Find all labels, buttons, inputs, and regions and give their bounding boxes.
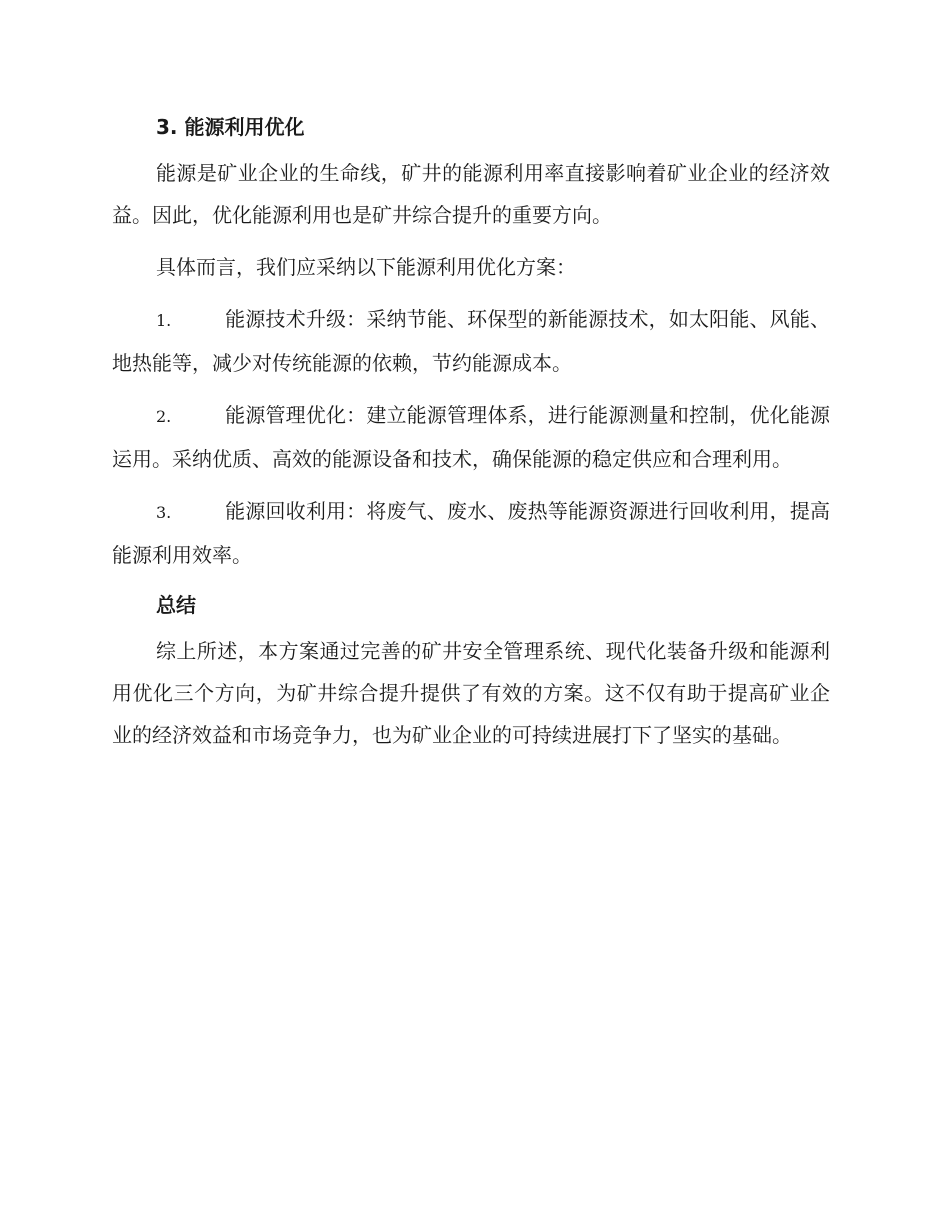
paragraph: 能源是矿业企业的生命线，矿井的能源利用率直接影响着矿业企业的经济效益。因此，优化能源利用也是矿井综合提升的重要方向。 xyxy=(112,161,830,227)
paragraph: 具体而言，我们应采纳以下能源利用优化方案： xyxy=(156,255,576,279)
section-heading: 3. 能源利用优化 xyxy=(156,115,305,139)
list-item-number: 1. xyxy=(156,311,172,330)
paragraph: 综上所述，本方案通过完善的矿井安全管理系统、现代化装备升级和能源利用优化三个方向，为矿井综合提升提供了有效的方案。这不仅有助于提高矿业企业的经济效益和市场竞争力，也为矿业企业的可持续进展打下了坚实的基础。 xyxy=(112,639,830,747)
list-item xyxy=(112,490,830,576)
list-item-text: 能源技术升级：采纳节能、环保型的新能源技术，如太阳能、风能、地热能等，减少对传统能源的依赖，节约能源成本。 xyxy=(112,307,830,375)
document-page xyxy=(112,108,830,766)
list-item-number: 2. xyxy=(156,407,172,426)
list-item-text: 能源回收利用：将废气、废水、废热等能源资源进行回收利用，提高能源利用效率。 xyxy=(112,499,830,567)
list-item xyxy=(112,394,830,480)
list-item-text: 能源管理优化：建立能源管理体系，进行能源测量和控制，优化能源运用。采纳优质、高效的能源设备和技术，确保能源的稳定供应和合理利用。 xyxy=(112,403,830,471)
list-item-number: 3. xyxy=(156,503,172,522)
summary-heading: 总结 xyxy=(156,593,196,617)
list-item xyxy=(112,298,830,384)
